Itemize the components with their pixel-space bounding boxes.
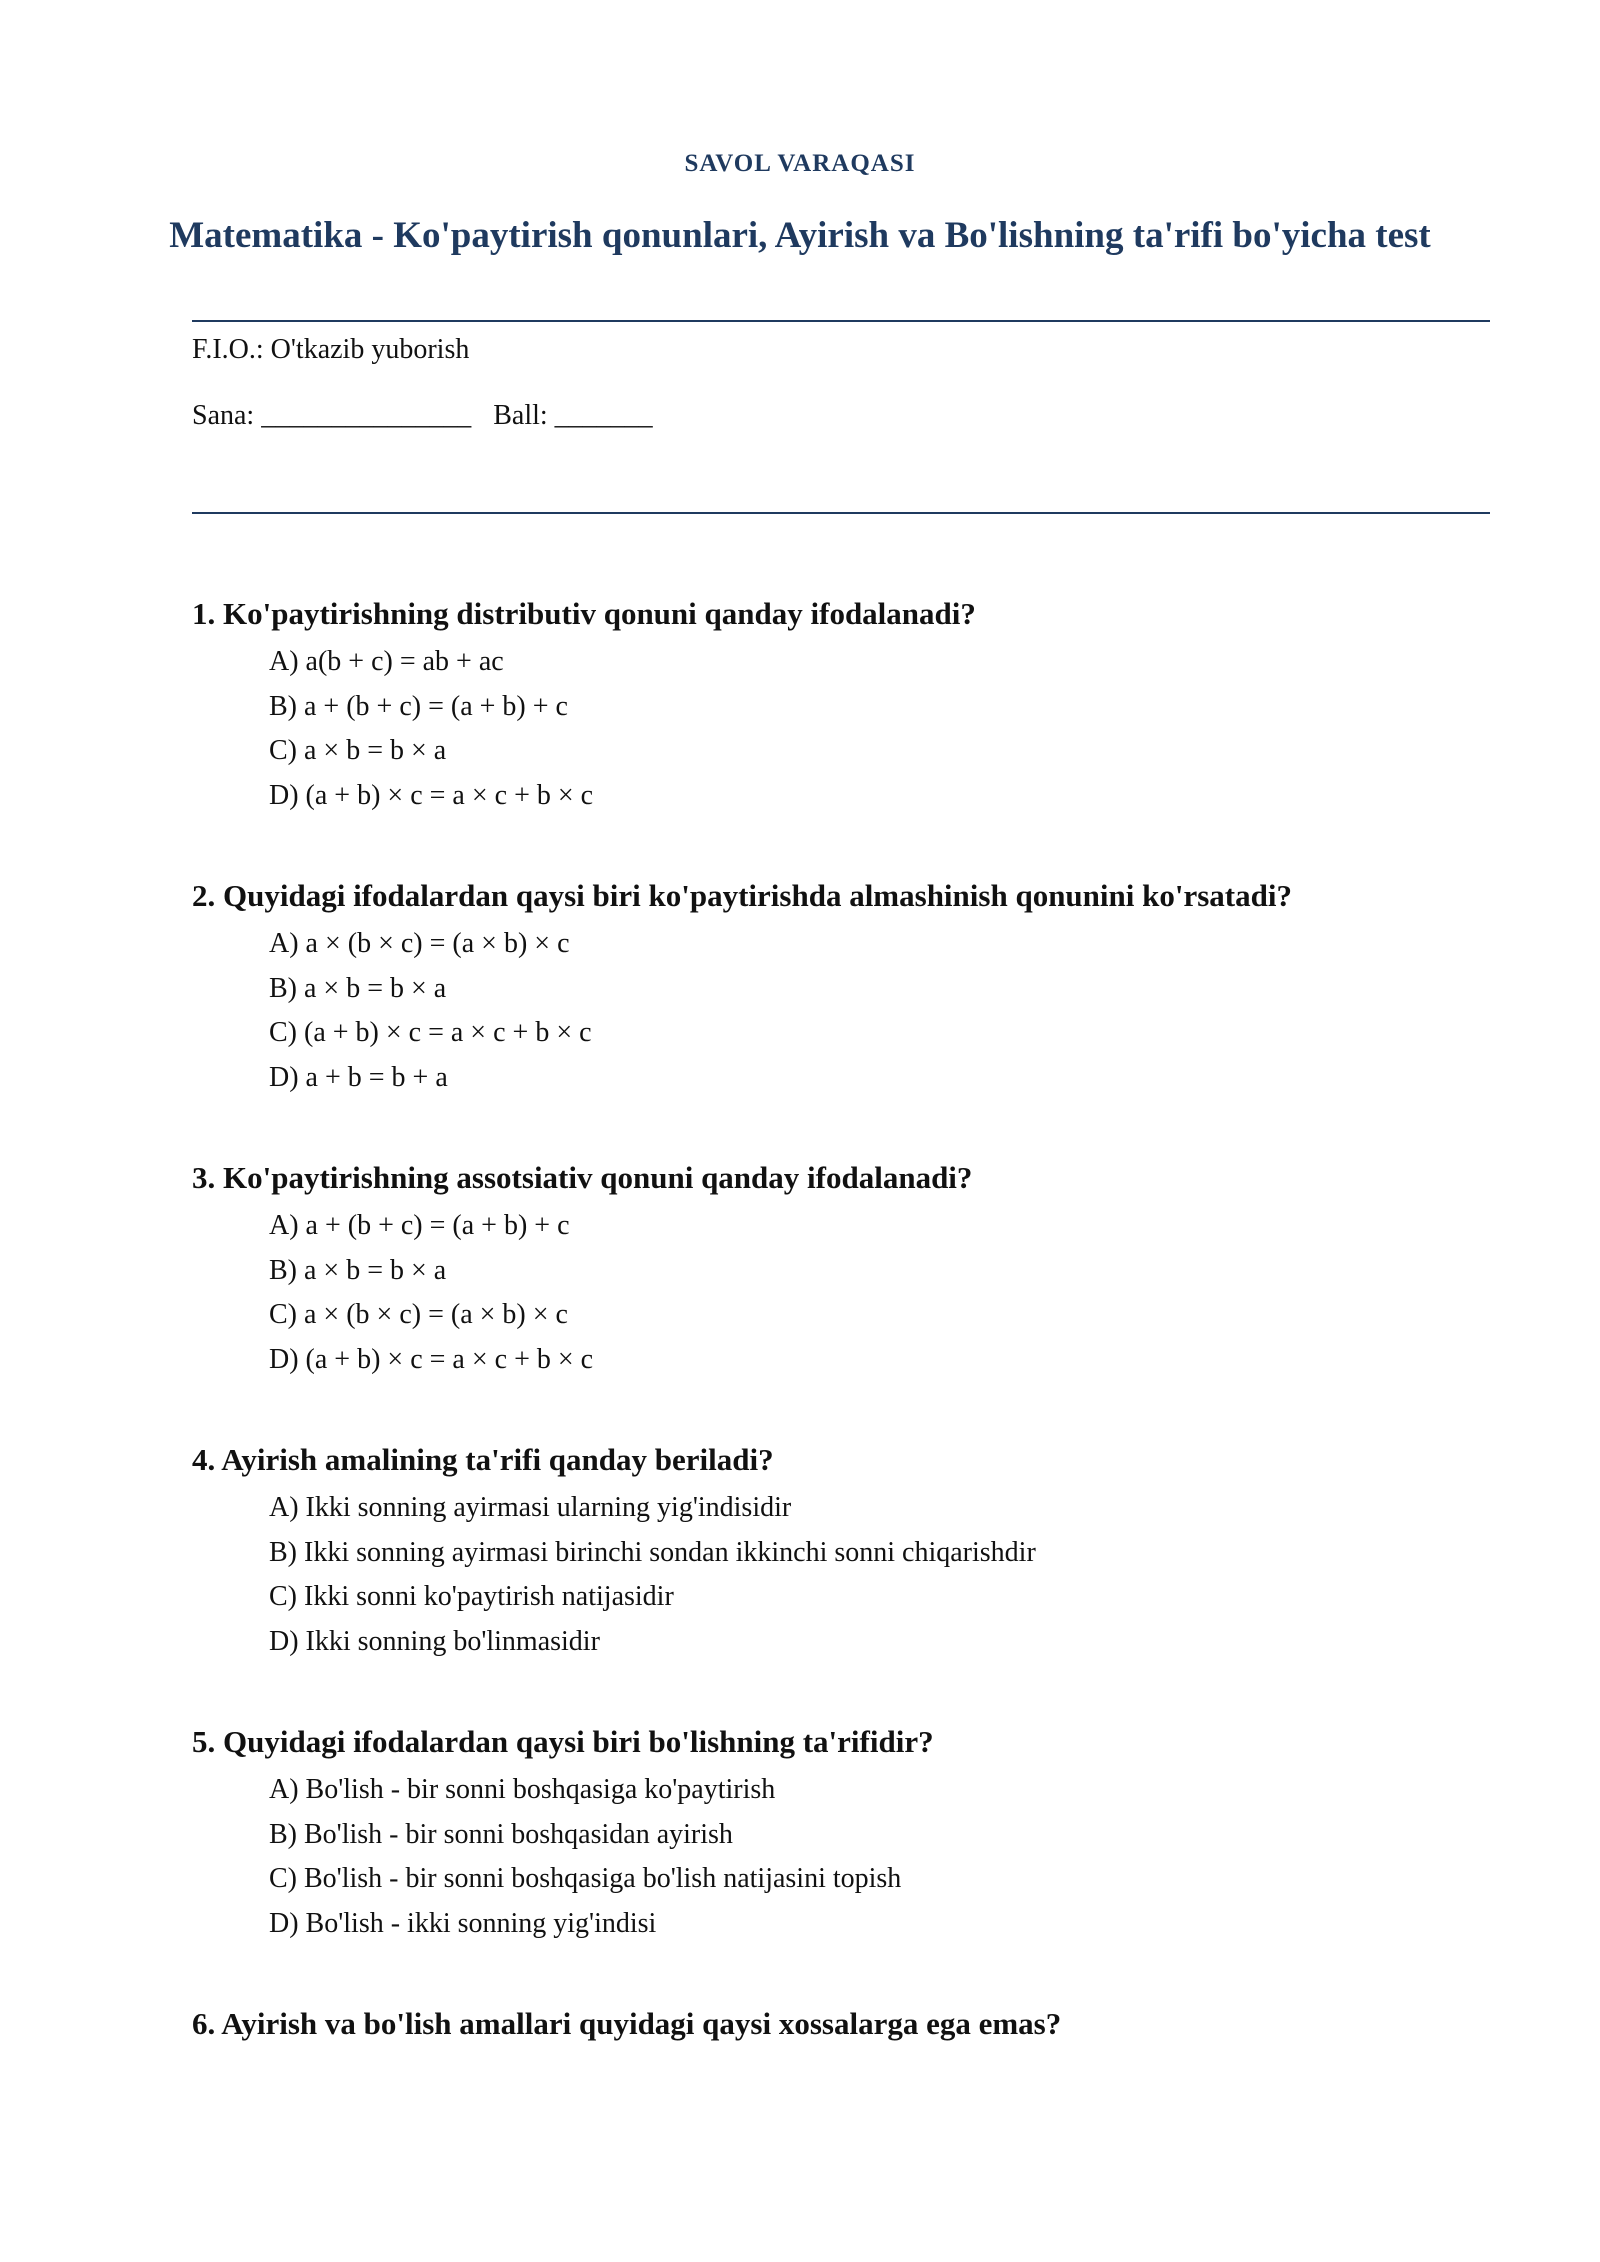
question-text: 4. Ayirish amalining ta'rifi qanday beriladi? [192, 1442, 774, 1477]
answer-option: A) a + (b + c) = (a + b) + c [269, 1210, 570, 1241]
answer-option: B) a × b = b × a [269, 972, 447, 1004]
score-field: Ball: _______ [493, 400, 653, 431]
date-field: Sana: _______________ [192, 400, 472, 431]
answer-options [192, 640, 1492, 818]
answer-option: D) Ikki sonning bo'linmasidir [269, 1625, 600, 1657]
question-text: 2. Quyidagi ifodalardan qaysi biri ko'paytirishda almashinish qonunini ko'rsatadi? [192, 878, 1292, 913]
question-item [192, 1156, 1492, 1382]
answer-option: B) a × b = b × a [269, 1254, 447, 1286]
question-item [192, 2002, 1492, 2046]
page-title: Matematika - Ko'paytirish qonunlari, Ayirish va Bo'lishning ta'rifi bo'yicha test [169, 215, 1431, 256]
answer-option: C) Ikki sonni ko'paytirish natijasidir [269, 1581, 674, 1612]
answer-options [192, 1204, 1492, 1382]
date-score-line [192, 400, 653, 432]
question-item [192, 592, 1492, 818]
answer-option: C) a × b = b × a [269, 735, 447, 766]
question-item [192, 1720, 1492, 1946]
answer-option: B) Ikki sonning ayirmasi birinchi sondan ikkinchi sonni chiqarishdir [269, 1536, 1036, 1568]
question-text: 5. Quyidagi ifodalardan qaysi biri bo'lishning ta'rifidir? [192, 1724, 934, 1759]
answer-option: C) Bo'lish - bir sonni boshqasiga bo'lish natijasini topish [269, 1863, 902, 1894]
divider-top [192, 320, 1490, 322]
answer-options [192, 922, 1492, 1100]
answer-option: A) a(b + c) = ab + ac [269, 646, 504, 677]
answer-option: C) (a + b) × c = a × c + b × c [269, 1017, 592, 1048]
answer-option: D) (a + b) × c = a × c + b × c [269, 1343, 594, 1375]
divider-bottom [192, 512, 1490, 514]
answer-options [192, 1486, 1492, 1664]
question-text: 6. Ayirish va bo'lish amallari quyidagi qaysi xossalarga ega emas? [192, 2006, 1062, 2041]
answer-options [192, 1768, 1492, 1946]
answer-option: D) (a + b) × c = a × c + b × c [269, 779, 594, 811]
student-name-line: F.I.O.: O'tkazib yuborish [192, 334, 470, 365]
answer-option: A) Bo'lish - bir sonni boshqasiga ko'paytirish [269, 1774, 776, 1805]
question-item [192, 1438, 1492, 1664]
question-item [192, 874, 1492, 1100]
answer-option: A) Ikki sonning ayirmasi ularning yig'indisidir [269, 1492, 792, 1523]
answer-option: D) a + b = b + a [269, 1061, 448, 1093]
answer-option: B) a + (b + c) = (a + b) + c [269, 690, 568, 722]
question-text: 1. Ko'paytirishning distributiv qonuni qanday ifodalanadi? [192, 596, 976, 631]
question-list [192, 592, 1492, 2102]
answer-option: A) a × (b × c) = (a × b) × c [269, 928, 570, 959]
answer-option: C) a × (b × c) = (a × b) × c [269, 1299, 568, 1330]
answer-option: B) Bo'lish - bir sonni boshqasidan ayirish [269, 1818, 733, 1850]
document-label: SAVOL VARAQASI [684, 150, 916, 177]
answer-option: D) Bo'lish - ikki sonning yig'indisi [269, 1907, 657, 1939]
question-text: 3. Ko'paytirishning assotsiativ qonuni qanday ifodalanadi? [192, 1160, 973, 1195]
